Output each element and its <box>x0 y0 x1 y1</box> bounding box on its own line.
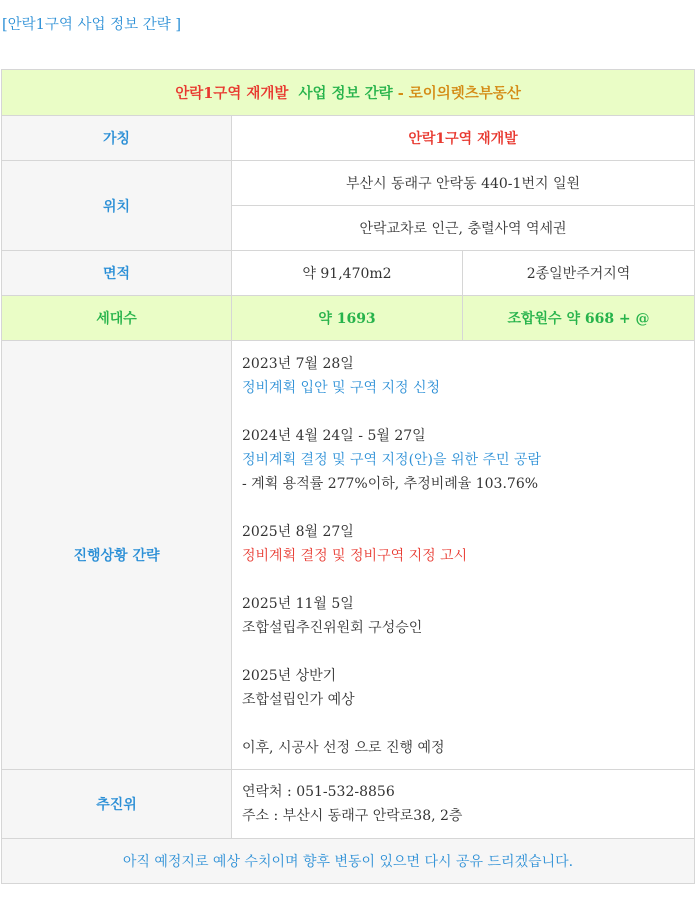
row-label-location: 위치 <box>2 161 232 251</box>
footer-note: 아직 예정지로 예상 수치이며 향후 변동이 있으면 다시 공유 드리겠습니다. <box>2 839 695 884</box>
committee-phone: 연락처 : 051-532-8856 <box>242 784 395 800</box>
timeline-event: 정비계획 결정 및 구역 지정(안)을 위한 주민 공람 <box>242 452 542 468</box>
timeline-date: 2025년 11월 5일 <box>242 596 354 612</box>
title-project-name: 안락1구역 재개발 <box>175 85 289 102</box>
row-label-households: 세대수 <box>2 296 232 341</box>
table-row <box>2 161 695 206</box>
table-row <box>2 296 695 341</box>
title-info: 사업 정보 간략 <box>298 85 393 102</box>
timeline-event: 조합설립추진위원회 구성승인 <box>242 620 423 636</box>
title-agency: - 로이의렛츠부동산 <box>397 85 521 102</box>
project-name-value: 안락1구역 재개발 <box>232 116 695 161</box>
table-row <box>2 251 695 296</box>
table-footer-row <box>2 839 695 884</box>
location-nearby: 안락교차로 인근, 충렬사역 역세권 <box>232 206 695 251</box>
progress-timeline <box>232 341 695 770</box>
timeline-spacer <box>242 568 694 592</box>
committee-contact <box>232 770 695 839</box>
timeline-event: 조합설립인가 예상 <box>242 692 355 708</box>
timeline-spacer <box>242 712 694 736</box>
timeline-spacer <box>242 496 694 520</box>
row-label-name: 가칭 <box>2 116 232 161</box>
timeline-event: 정비계획 결정 및 정비구역 지정 고시 <box>242 548 468 564</box>
table-title-row <box>2 70 695 116</box>
timeline-spacer <box>242 640 694 664</box>
table-row <box>2 341 695 770</box>
household-count: 약 1693 <box>232 296 463 341</box>
table-row <box>2 116 695 161</box>
timeline-date: 2025년 상반기 <box>242 668 337 684</box>
table-row <box>2 770 695 839</box>
committee-address: 주소 : 부산시 동래구 안락로38, 2층 <box>242 808 463 824</box>
table-title <box>2 70 695 116</box>
timeline-event: 정비계획 입안 및 구역 지정 신청 <box>242 380 441 396</box>
row-label-area: 면적 <box>2 251 232 296</box>
row-label-committee: 추진위 <box>2 770 232 839</box>
page-heading: [안락1구역 사업 정보 간략 ] <box>2 17 182 33</box>
location-address: 부산시 동래구 안락동 440-1번지 일원 <box>232 161 695 206</box>
timeline-event: 이후, 시공사 선정 으로 진행 예정 <box>242 740 445 756</box>
row-label-progress: 진행상황 간략 <box>2 341 232 770</box>
timeline-spacer <box>242 400 694 424</box>
area-size: 약 91,470m2 <box>232 251 463 296</box>
timeline-detail: - 계획 용적률 277%이하, 추정비례율 103.76% <box>242 476 539 492</box>
timeline-date: 2024년 4월 24일 - 5월 27일 <box>242 428 426 444</box>
project-info-table <box>1 69 695 884</box>
area-zoning: 2종일반주거지역 <box>463 251 695 296</box>
member-count: 조합원수 약 668 + @ <box>463 296 695 341</box>
timeline-date: 2025년 8월 27일 <box>242 524 354 540</box>
timeline-date: 2023년 7월 28일 <box>242 356 354 372</box>
